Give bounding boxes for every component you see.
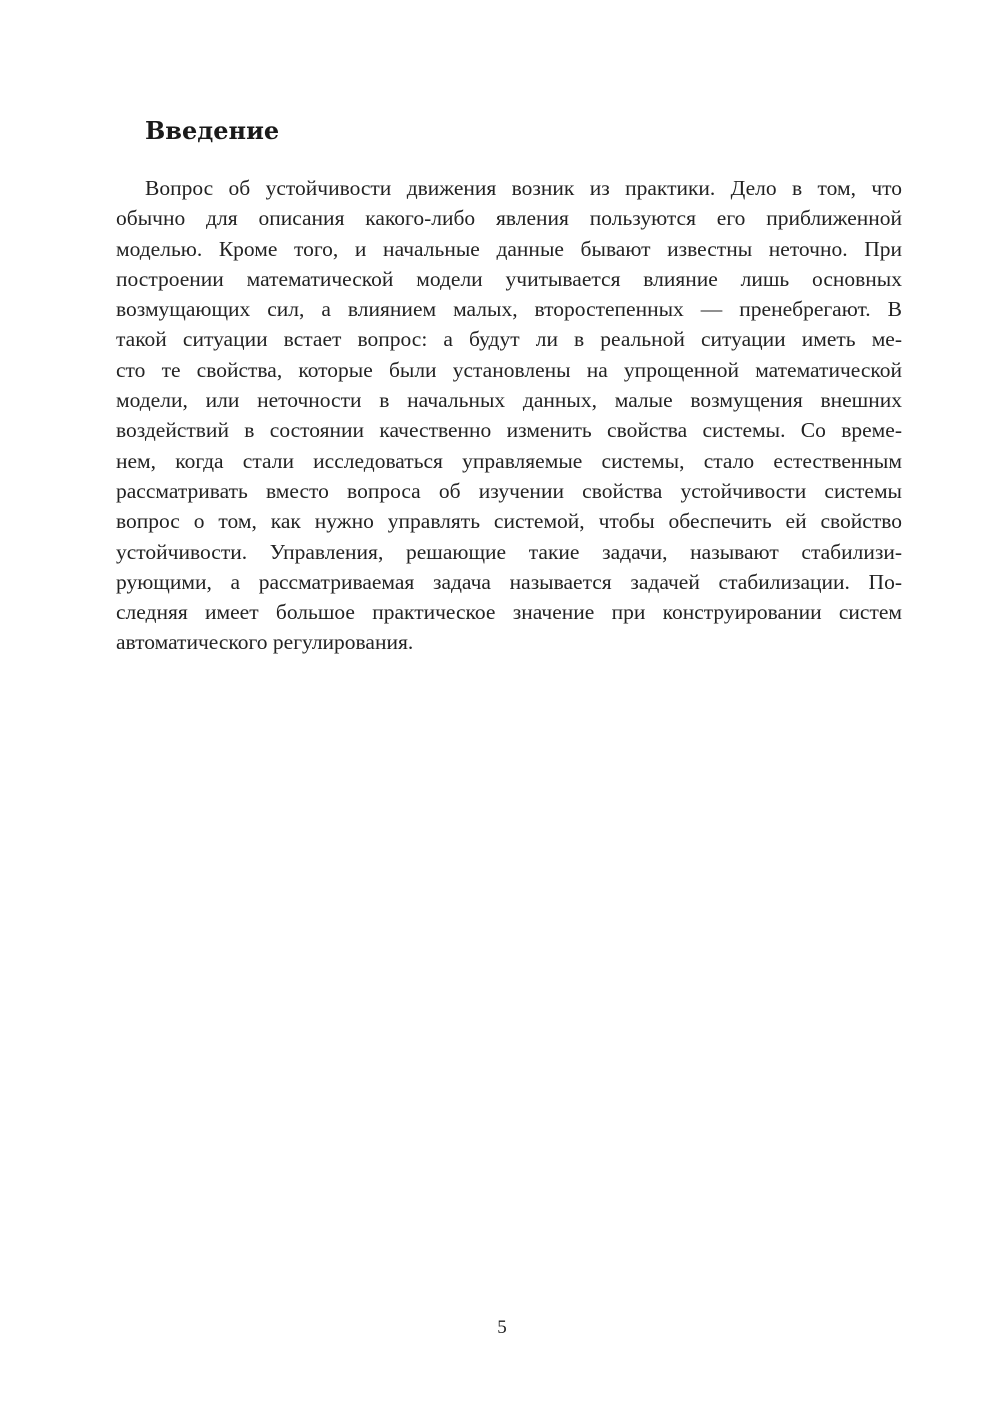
paragraph-line: такой ситуации встает вопрос: а будут ли в реальной ситуации иметь ме- <box>116 327 902 352</box>
paragraph-line: устойчивости. Управления, решающие такие задачи, называют стабилизи- <box>116 539 902 564</box>
paragraph-line: моделью. Кроме того, и начальные данные бывают известны неточно. При <box>116 236 902 261</box>
paragraph-line: построении математической модели учитывается влияние лишь основных <box>116 266 902 291</box>
paragraph-line: модели, или неточности в начальных данных, малые возмущения внешних <box>116 388 902 413</box>
paragraph-line: рующими, а рассматриваемая задача называется задачей стабилизации. По- <box>116 569 902 594</box>
paragraph-line: нем, когда стали исследоваться управляемые системы, стало естественным <box>116 448 902 473</box>
paragraph-line: возмущающих сил, а влиянием малых, второстепенных — пренебрегают. В <box>116 297 902 322</box>
paragraph-line: Вопрос об устойчивости движения возник из практики. Дело в том, что <box>145 176 902 200</box>
paragraph-line: рассматривать вместо вопроса об изучении свойства устойчивости системы <box>116 478 902 503</box>
paragraph-line: обычно для описания какого-либо явления пользуются его приближенной <box>116 206 902 231</box>
page-number: 5 <box>497 1317 507 1338</box>
paragraph-line: следняя имеет большое практическое значение при конструировании систем <box>116 600 902 625</box>
section-title: Введение <box>145 116 280 145</box>
paragraph-line: вопрос о том, как нужно управлять системой, чтобы обеспечить ей свойство <box>116 509 902 534</box>
paragraph-line: воздействий в состоянии качественно изменить свойства системы. Со време- <box>116 418 902 443</box>
body-paragraph <box>116 173 902 658</box>
paragraph-line: автоматического регулирования. <box>116 630 414 655</box>
paragraph-line: сто те свойства, которые были установлены на упрощенной математической <box>116 357 902 382</box>
